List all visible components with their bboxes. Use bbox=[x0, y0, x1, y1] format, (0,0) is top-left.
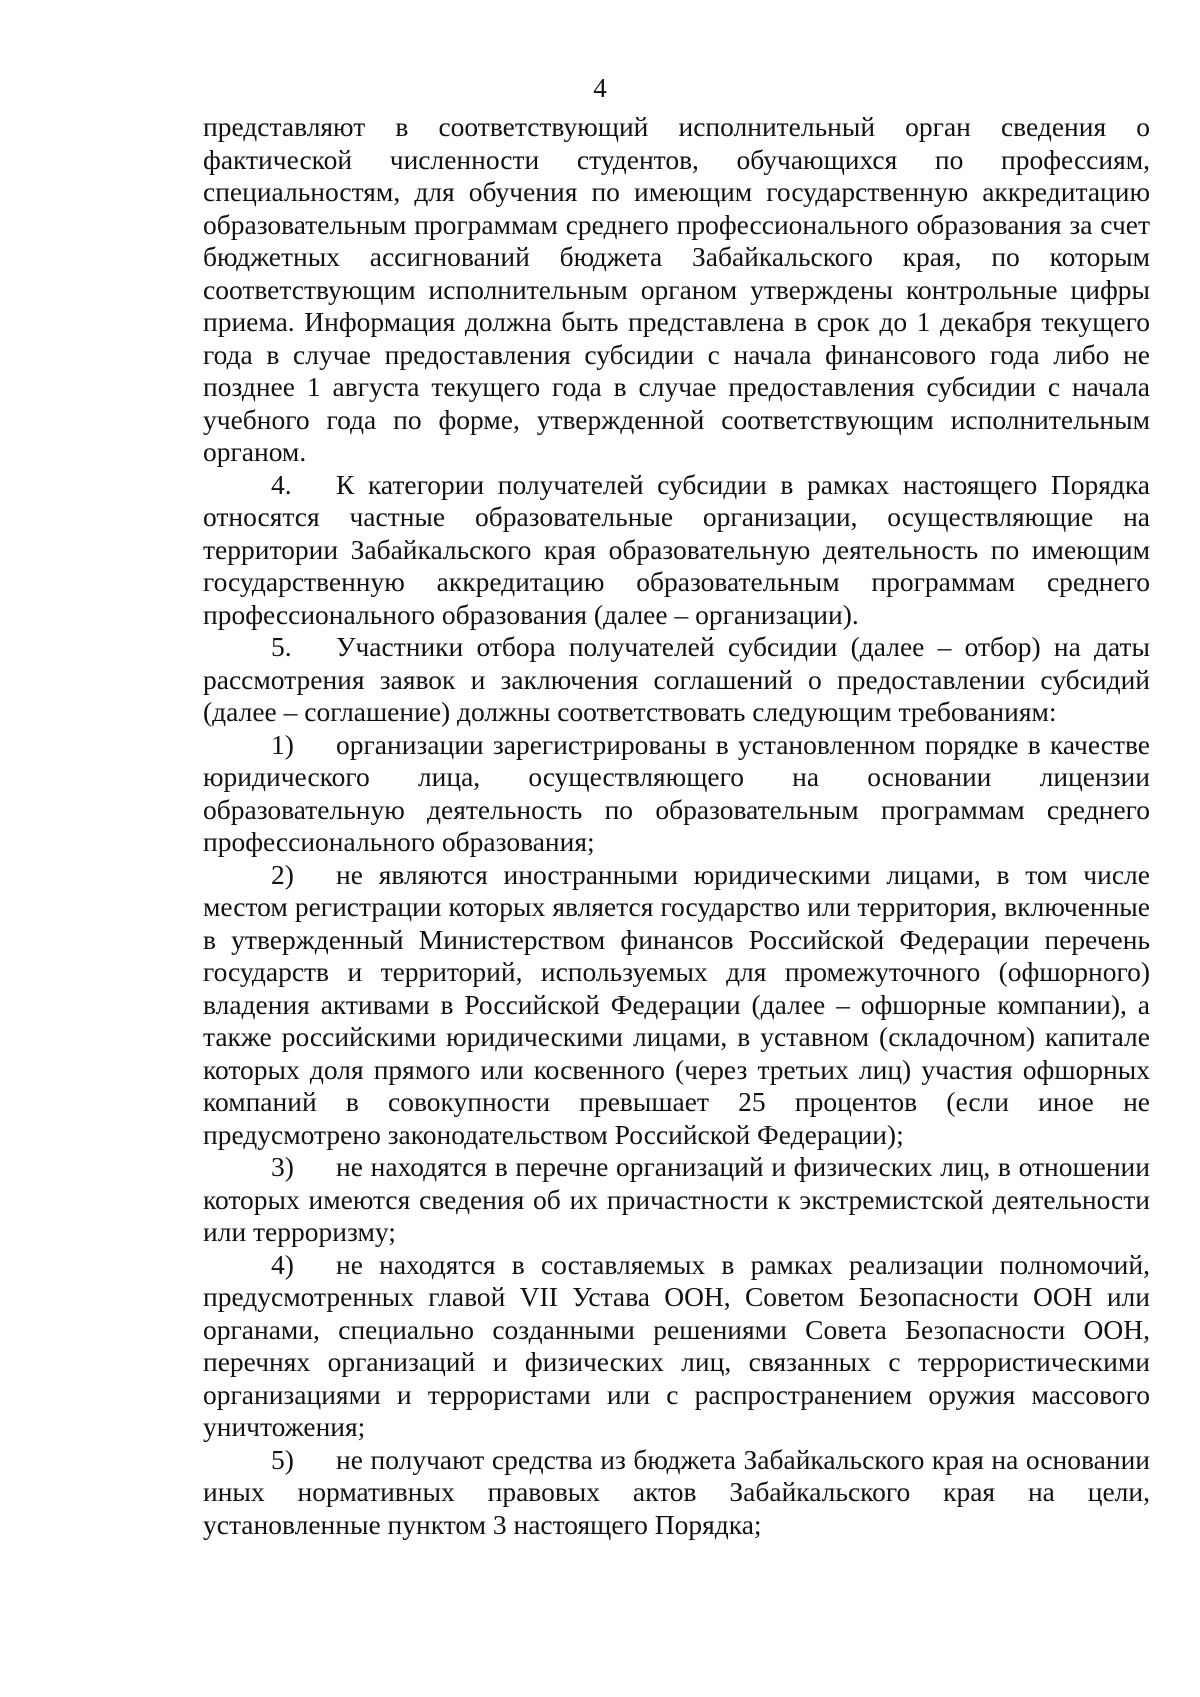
paragraph-text: К категории получателей субсидии в рамках настоящего Порядка относятся частные образовательные организации, осуществляющие на территории Забайкальского края образовательную деятельность по имеющим государственную аккредитацию образовательным программам среднего профессионального образования (далее – организации). bbox=[203, 468, 1150, 630]
paragraph-continuation bbox=[203, 111, 1150, 469]
subitem-text: не находятся в составляемых в рамках реализации полномочий, предусмотренных главой VII Устава ООН, Советом Безопасности ООН или органами, специально созданными решениями Совета Безопасности ООН, перечнях организаций и физических лиц, связанных с террористическими организациями и террористами или с распространением оружия массового уничтожения; bbox=[203, 1248, 1150, 1442]
subitem-text: не находятся в перечне организаций и физических лиц, в отношении которых имеются сведения об их причастности к экстремистской деятельности или терроризму; bbox=[203, 1151, 1150, 1247]
subitem-3 bbox=[203, 1151, 1150, 1249]
subitem-number: 3) bbox=[271, 1151, 294, 1182]
subitem-4 bbox=[203, 1249, 1150, 1444]
page-number: 4 bbox=[593, 73, 607, 103]
paragraph-text: представляют в соответствующий исполнительный орган сведения о фактической численности студентов, обучающихся по профессиям, специальностям, для обучения по имеющим государственную аккредитацию образовательным программам среднего профессионального образования за счет бюджетных ассигнований бюджета Забайкальского края, по которым соответствующим исполнительным органом утверждены контрольные цифры приема. Информация должна быть представлена в срок до 1 декабря текущего года в случае предоставления субсидии с начала финансового года либо не позднее 1 августа текущего года в случае предоставления субсидии с начала учебного года по форме, утвержденной соответствующим исполнительным органом. bbox=[203, 111, 1150, 467]
paragraph-text: Участники отбора получателей субсидии (далее – отбор) на даты рассмотрения заявок и заключения соглашений о предоставлении субсидий (далее – соглашение) должны соответствовать следующим требованиям: bbox=[203, 631, 1150, 727]
subitem-number: 4) bbox=[271, 1248, 294, 1280]
paragraph-item-4 bbox=[203, 469, 1150, 632]
subitem-1 bbox=[203, 729, 1150, 859]
subitem-number: 5) bbox=[271, 1443, 294, 1475]
subitem-number: 1) bbox=[271, 728, 294, 760]
subitem-5 bbox=[203, 1444, 1150, 1542]
subitem-text: не являются иностранными юридическими лицами, в том числе местом регистрации которых является государство или территория, включенные в утвержденный Министерством финансов Российской Федерации перечень государств и территорий, используемых для промежуточного (офшорного) владения активами в Российской Федерации (далее – офшорные компании), а также российскими юридическими лицами, в уставном (складочном) капитале которых доля прямого или косвенного (через третьих лиц) участия офшорных компаний в совокупности превышает 25 процентов (если иное не предусмотрено законодательством Российской Федерации); bbox=[203, 858, 1150, 1150]
paragraph-number: 4. bbox=[271, 468, 292, 500]
paragraph-number: 5. bbox=[271, 631, 292, 662]
subitem-2 bbox=[203, 859, 1150, 1152]
subitem-text: организации зарегистрированы в установленном порядке в качестве юридического лица, осуществляющего на основании лицензии образовательную деятельность по образовательным программам среднего профессионального образования; bbox=[203, 728, 1150, 857]
paragraph-item-5 bbox=[203, 631, 1150, 729]
subitem-text: не получают средства из бюджета Забайкальского края на основании иных нормативных правовых актов Забайкальского края на цели, установленные пунктом 3 настоящего Порядка; bbox=[203, 1443, 1150, 1540]
subitem-number: 2) bbox=[271, 858, 294, 890]
document-body bbox=[203, 111, 1150, 1541]
